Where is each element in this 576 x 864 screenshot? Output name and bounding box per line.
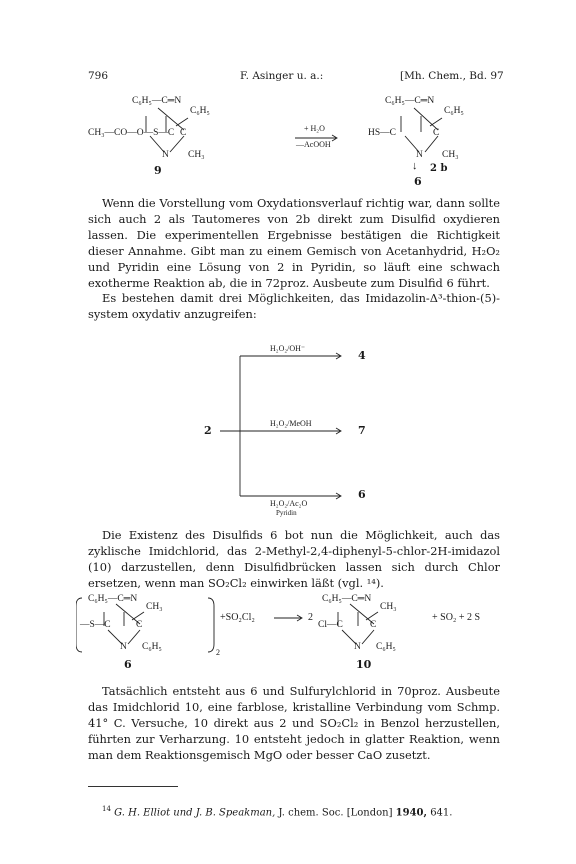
s3-left-sulfur: —S—C <box>80 620 111 630</box>
s3-right-top: C₆H₅—C═N <box>322 594 372 604</box>
paragraph-result: Tatsächlich entsteht aus 6 und Sulfurylchlorid in 70proz. Ausbeute das Imidchlorid 10, eine farblose, kristalline Verbindung vom Schmp. 41° C. Versuche, 10 direkt aus 2 und SO₂Cl₂ in Benzol herzustellen, führten zur Verharzung. 10 entsteht jedoch in glatter Reaktion, wenn man dem Reaktionsgemisch MgO oder besser CaO zusetzt. <box>88 684 500 762</box>
compound-6-label-s3: 6 <box>124 658 132 671</box>
right-c2: C <box>433 128 440 138</box>
left-n: N <box>162 150 169 160</box>
footnote-rule <box>88 786 178 787</box>
down-arrow: ↓ <box>412 160 418 172</box>
s3-left-top: C₆H₅—C═N <box>88 594 138 604</box>
route-3-solvent: Pyridin <box>276 509 297 517</box>
left-top-fragment: C₆H₅—C═N <box>132 96 182 106</box>
footnote-mark: 14 <box>102 805 111 813</box>
route-3-reagent: H₂O₂/Ac₂O <box>270 499 308 508</box>
route-1-reagent: H₂O₂/OH⁻ <box>270 344 306 353</box>
scheme-2-start: 2 <box>204 424 212 437</box>
s3-right-phenyl: C₆H₅ <box>376 642 396 652</box>
footnote-journal: J. chem. Soc. [London] <box>278 807 393 819</box>
s3-byproducts: + SO₂ + 2 S <box>432 612 481 623</box>
s3-left-phenyl: C₆H₅ <box>142 642 162 652</box>
scheme-1 <box>88 96 508 191</box>
compound-9-label: 9 <box>154 164 162 177</box>
s3-dimer-subscript: 2 <box>216 648 220 657</box>
left-methyl: CH₃ <box>188 150 205 160</box>
s3-left-n: N <box>120 642 127 652</box>
s3-right-chloro: Cl—C <box>318 620 343 630</box>
s3-right-c2: C <box>370 620 377 630</box>
paragraph-oxidation: Wenn die Vorstellung vom Oxydationsverlauf richtig war, dann sollte sich auch 2 als Tautomeres von 2b direkt zum Disulfid oxydieren lassen. Die experimentellen Ergebnisse bestätigen die Richtigkeit dieser Annahme. Gibt man zu einem Gemisch von Acetanhydrid, H₂O₂ und Pyridin eine Lösung von 2 in Pyridin, so läuft eine schwach exotherme Reaktion ab, die in 72proz. Ausbeute zum Disulfid 6 führt. <box>88 196 500 290</box>
scheme-3-bonds <box>76 594 516 674</box>
reaction-conditions-bottom: —AcOOH <box>296 140 331 149</box>
route-1-product: 4 <box>358 349 366 362</box>
right-thiol: HS—C <box>368 128 396 138</box>
paragraph-imidchloride: Die Existenz des Disulfids 6 bot nun die Möglichkeit, auch das zyklische Imidchlorid, das 2-Methyl-2,4-diphenyl-5-chlor-2H-imidazol (10) darzustellen, denn Disulfidbrücken lassen sich durch Chlor ersetzen, wenn man SO₂Cl₂ einwirken läßt (vgl. ¹⁴). <box>88 528 500 590</box>
right-phenyl: C₆H₅ <box>444 106 464 116</box>
left-phenyl: C₆H₅ <box>190 106 210 116</box>
journal-reference: [Mh. Chem., Bd. 97 <box>400 70 504 82</box>
scheme-3 <box>76 594 516 674</box>
left-c2: C <box>180 128 187 138</box>
route-3-product: 6 <box>358 488 366 501</box>
right-top-fragment: C₆H₅—C═N <box>385 96 435 106</box>
s3-coefficient: 2 <box>308 612 313 623</box>
paragraph-three-possibilities: Es bestehen damit drei Möglichkeiten, das Imidazolin-Δ³-thion-(5)-system oxydativ anzugreifen: <box>88 291 500 321</box>
right-n: N <box>416 150 423 160</box>
footnote-year: 1940, <box>395 807 427 819</box>
compound-6-label: 6 <box>414 175 422 188</box>
s3-right-methyl: CH₃ <box>380 602 397 612</box>
footnote-14 <box>102 805 452 818</box>
compound-10-label: 10 <box>356 658 372 671</box>
right-methyl: CH₃ <box>442 150 459 160</box>
running-authors: F. Asinger u. a.: <box>240 70 324 82</box>
footnote-authors: G. H. Elliot und J. B. Speakman, <box>114 807 276 819</box>
left-acyl-sulfur: CH₃—CO—O—S—C <box>88 128 175 138</box>
footnote-page: 641. <box>430 807 453 819</box>
page-number: 796 <box>88 70 109 82</box>
s3-left-methyl: CH₃ <box>146 602 163 612</box>
s3-right-n: N <box>354 642 361 652</box>
s3-left-c2: C <box>136 620 143 630</box>
route-2-product: 7 <box>358 424 366 437</box>
reaction-conditions-top: + H₂O <box>304 124 325 133</box>
route-2-reagent: H₂O₂/MeOH <box>270 419 312 428</box>
s3-reagent: +SO₂Cl₂ <box>220 612 255 623</box>
compound-2b-label: 2 b <box>430 163 448 174</box>
scheme-2 <box>190 336 390 526</box>
